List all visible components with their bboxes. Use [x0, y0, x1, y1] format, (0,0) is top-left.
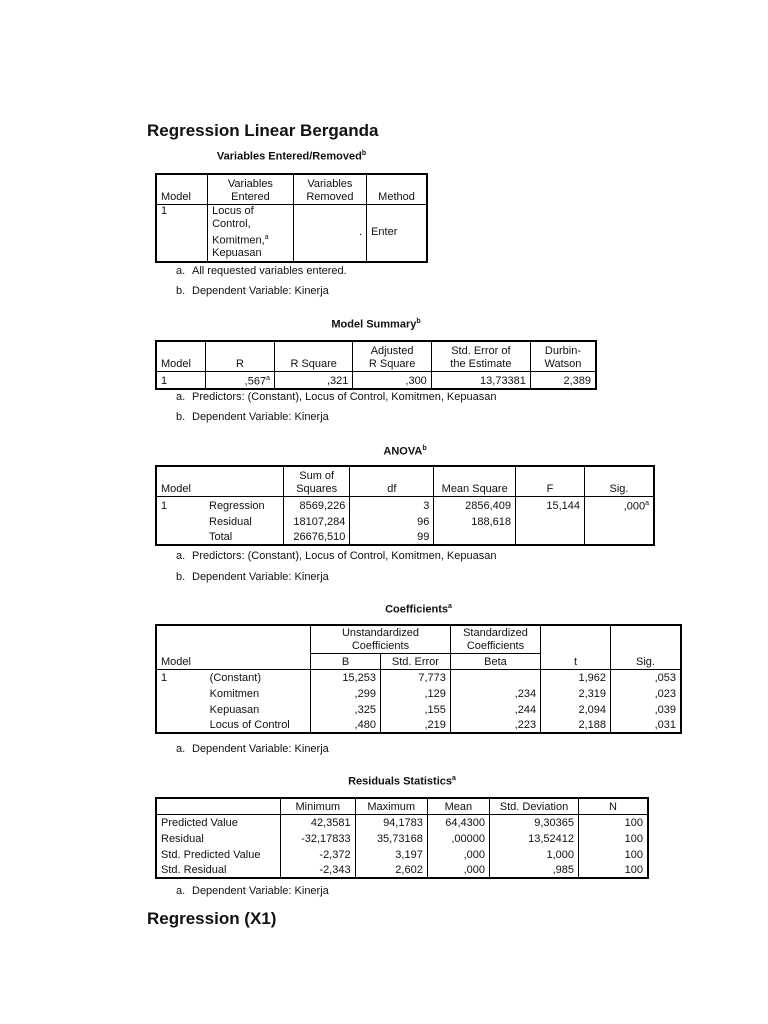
header-sig: Sig.	[585, 466, 655, 496]
cell-maximum: 35,73168	[355, 830, 427, 846]
cell-line: Komitmen,	[212, 234, 265, 247]
header-blank	[206, 653, 311, 669]
cell-f	[516, 513, 585, 529]
header-line: Durbin-	[544, 344, 581, 357]
cell-std-error: ,129	[380, 685, 450, 701]
cell-sig: ,023	[611, 685, 682, 701]
table-row	[156, 529, 654, 545]
cell-model	[156, 717, 206, 733]
header-maximum: Maximum	[355, 798, 427, 814]
caption-text: Variables Entered/Removed	[216, 150, 362, 163]
header-line: Variables	[307, 177, 353, 190]
cell-df: 99	[350, 529, 434, 545]
header-df: df	[350, 466, 434, 496]
header-line: Removed	[306, 190, 354, 203]
cell-n: 100	[579, 830, 649, 846]
header-source	[205, 466, 284, 496]
cell-line: Locus of	[212, 204, 254, 217]
header-mean: Mean	[427, 798, 489, 814]
header-line: Squares	[296, 482, 338, 495]
footnote-marker: a	[266, 374, 270, 382]
cell-variable: Komitmen	[209, 688, 260, 700]
footnote-b	[176, 411, 329, 423]
footnote-b	[176, 571, 329, 583]
cell-n: 100	[579, 846, 649, 862]
table-caption-model-summary	[155, 318, 597, 331]
caption-footnote-marker: a	[452, 775, 456, 782]
footnote-a	[176, 550, 496, 562]
cell-b: ,299	[311, 685, 381, 701]
cell-model	[156, 701, 206, 717]
header-b: B	[311, 653, 381, 669]
cell-variables-entered	[208, 204, 294, 262]
footnote-a	[176, 743, 329, 755]
cell-b: 15,253	[311, 669, 381, 685]
header-model: Model	[156, 341, 206, 371]
footnote-a	[176, 885, 329, 897]
table-caption-residuals	[155, 775, 649, 788]
cell-variable: Locus of Control	[209, 719, 290, 731]
table-row	[156, 701, 681, 717]
footnote-text: All requested variables entered.	[192, 265, 347, 277]
cell-sum-of-squares: 18107,284	[284, 513, 350, 529]
cell-f	[516, 529, 585, 545]
cell-line: Control,	[212, 217, 251, 230]
cell-variable: (Constant)	[209, 672, 262, 684]
footnote-marker: a	[645, 499, 649, 507]
cell-mean: ,000	[427, 846, 489, 862]
cell-line: Kepuasan	[212, 247, 262, 260]
header-minimum: Minimum	[281, 798, 356, 814]
cell-std-deviation: 13,52412	[490, 830, 579, 846]
cell-minimum: -2,343	[281, 862, 356, 878]
cell-beta: ,234	[450, 685, 540, 701]
footnote-letter: b.	[176, 571, 186, 583]
header-line: Sum of	[299, 469, 335, 482]
cell-model	[156, 529, 205, 545]
cell-std-deviation: 9,30365	[490, 814, 579, 830]
cell-t: 2,319	[541, 685, 611, 701]
table-row	[156, 669, 681, 685]
footnote-a	[176, 265, 347, 277]
table-caption-anova	[155, 445, 655, 458]
cell-sig: ,053	[611, 669, 682, 685]
table-row	[156, 846, 648, 862]
cell-source: Residual	[209, 516, 252, 529]
cell-model: 1	[161, 375, 168, 388]
cell-maximum: 94,1783	[355, 814, 427, 830]
header-unstandardized	[311, 625, 451, 653]
cell-t: 1,962	[541, 669, 611, 685]
footnote-text: Dependent Variable: Kinerja	[192, 285, 329, 297]
header-line: R Square	[368, 357, 416, 370]
header-line: the Estimate	[450, 357, 512, 370]
caption-text: Residuals Statistics	[348, 775, 453, 788]
footnote-marker: a	[264, 233, 269, 241]
section-title: Regression (X1)	[147, 909, 277, 928]
cell-sig: ,031	[611, 717, 682, 733]
caption-footnote-marker: a	[448, 603, 452, 610]
footnote-text: Predictors: (Constant), Locus of Control, Komitmen, Kepuasan	[192, 550, 497, 562]
table-caption-variables	[155, 150, 428, 163]
cell-std-error: 13,73381	[431, 371, 530, 389]
cell-r	[206, 371, 275, 389]
cell-std-error: ,219	[380, 717, 450, 733]
cell-source: Regression	[209, 500, 265, 513]
header-mean-square: Mean Square	[434, 466, 516, 496]
cell-mean-square: 188,618	[434, 513, 516, 529]
header-f: F	[516, 466, 585, 496]
cell-n: 100	[579, 862, 649, 878]
header-line: Coefficients	[466, 639, 525, 652]
cell-maximum: 3,197	[355, 846, 427, 862]
cell-mean: ,000	[427, 862, 489, 878]
cell-sig	[585, 513, 655, 529]
table-row	[156, 496, 654, 513]
cell-beta	[450, 669, 540, 685]
cell-mean-square	[434, 529, 516, 545]
cell-b: ,325	[311, 701, 381, 717]
header-blank	[156, 625, 206, 653]
cell-mean: 64,4300	[427, 814, 489, 830]
header-blank	[541, 625, 611, 653]
cell-std-deviation: ,985	[490, 862, 579, 878]
footnote-letter: a.	[176, 550, 186, 562]
header-method: Method	[367, 174, 427, 204]
cell-std-error: 7,773	[380, 669, 450, 685]
header-line: Unstandardized	[341, 626, 419, 639]
header-variables-removed	[293, 174, 366, 204]
footnote-letter: a.	[176, 265, 186, 277]
cell-value: ,000	[623, 500, 646, 513]
cell-model: 1	[161, 672, 168, 684]
cell-minimum: -32,17833	[281, 830, 356, 846]
cell-adjusted-r-square: ,300	[353, 371, 431, 389]
cell-model	[156, 685, 206, 701]
cell-statistic: Std. Predicted Value	[161, 849, 261, 861]
table-row	[156, 862, 648, 878]
cell-r-square: ,321	[275, 371, 353, 389]
cell-b: ,480	[311, 717, 381, 733]
cell-value: ,567	[244, 375, 267, 388]
header-r: R	[206, 341, 275, 371]
cell-statistic: Residual	[161, 833, 204, 845]
cell-minimum: -2,372	[281, 846, 356, 862]
table-row	[156, 717, 681, 733]
cell-minimum: 42,3581	[281, 814, 356, 830]
caption-footnote-marker: b	[416, 318, 421, 325]
cell-df: 3	[350, 496, 434, 513]
anova-table	[155, 465, 655, 546]
table-row	[156, 830, 648, 846]
header-line: Variables	[227, 177, 273, 190]
header-blank	[156, 798, 281, 814]
cell-mean: ,00000	[427, 830, 489, 846]
caption-text: ANOVA	[383, 445, 423, 458]
header-line: Entered	[231, 190, 270, 203]
header-line: Adjusted	[370, 344, 414, 357]
caption-footnote-marker: b	[422, 445, 427, 452]
cell-std-error: ,155	[380, 701, 450, 717]
header-line: Std. Error of	[451, 344, 511, 357]
footnote-letter: a.	[176, 391, 186, 403]
header-adjusted-r-square	[353, 341, 431, 371]
header-t: t	[541, 653, 611, 669]
header-durbin-watson	[530, 341, 596, 371]
header-blank	[611, 625, 682, 653]
header-model: Model	[156, 653, 206, 669]
cell-variable: Kepuasan	[209, 704, 260, 716]
footnote-letter: b.	[176, 285, 186, 297]
variables-entered-table	[155, 173, 428, 263]
footnote-text: Predictors: (Constant), Locus of Control, Komitmen, Kepuasan	[192, 391, 497, 403]
cell-t: 2,094	[541, 701, 611, 717]
header-line: Watson	[544, 357, 582, 370]
header-std-deviation: Std. Deviation	[490, 798, 579, 814]
cell-sum-of-squares: 26676,510	[284, 529, 350, 545]
cell-statistic: Predicted Value	[161, 817, 238, 829]
header-std-error: Std. Error	[380, 653, 450, 669]
footnote-letter: a.	[176, 885, 186, 897]
table-row	[156, 371, 596, 389]
footnote-b	[176, 285, 329, 297]
cell-model	[156, 513, 205, 529]
cell-model: 1	[161, 500, 168, 513]
footnote-text: Dependent Variable: Kinerja	[192, 743, 329, 755]
cell-model: 1	[161, 204, 168, 217]
cell-beta: ,244	[450, 701, 540, 717]
header-n: N	[579, 798, 649, 814]
cell-maximum: 2,602	[355, 862, 427, 878]
cell-sig	[585, 496, 655, 513]
header-sig: Sig.	[611, 653, 682, 669]
header-beta: Beta	[450, 653, 540, 669]
cell-f: 15,144	[516, 496, 585, 513]
cell-df: 96	[350, 513, 434, 529]
residuals-statistics-table	[155, 797, 649, 879]
cell-mean-square: 2856,409	[434, 496, 516, 513]
cell-t: 2,188	[541, 717, 611, 733]
cell-method: Enter	[367, 204, 427, 262]
cell-sum-of-squares: 8569,226	[284, 496, 350, 513]
footnote-letter: b.	[176, 411, 186, 423]
footnote-text: Dependent Variable: Kinerja	[192, 885, 329, 897]
cell-statistic: Std. Residual	[161, 864, 227, 876]
caption-text: Coefficients	[385, 603, 449, 616]
page-title: Regression Linear Berganda	[147, 121, 379, 140]
header-model: Model	[156, 174, 208, 204]
cell-std-deviation: 1,000	[490, 846, 579, 862]
footnote-text: Dependent Variable: Kinerja	[192, 571, 329, 583]
header-sum-of-squares	[284, 466, 350, 496]
caption-footnote-marker: b	[361, 150, 367, 157]
footnote-letter: a.	[176, 743, 186, 755]
coefficients-table	[155, 624, 682, 734]
cell-n: 100	[579, 814, 649, 830]
header-line: Coefficients	[351, 639, 410, 652]
cell-beta: ,223	[450, 717, 540, 733]
header-line: Standardized	[463, 626, 528, 639]
cell-variables-removed: .	[293, 204, 366, 262]
footnote-text: Dependent Variable: Kinerja	[192, 411, 329, 423]
header-model: Model	[156, 466, 205, 496]
table-row	[156, 814, 648, 830]
table-caption-coefficients	[155, 603, 682, 616]
footnote-a	[176, 391, 496, 403]
table-row	[156, 685, 681, 701]
header-standardized	[450, 625, 540, 653]
header-r-square: R Square	[275, 341, 353, 371]
caption-text: Model Summary	[331, 318, 417, 331]
table-row	[156, 513, 654, 529]
cell-sig: ,039	[611, 701, 682, 717]
header-std-error	[431, 341, 530, 371]
cell-sig	[585, 529, 655, 545]
model-summary-table	[155, 340, 597, 390]
header-blank	[206, 625, 311, 653]
table-row	[156, 204, 427, 262]
cell-durbin-watson: 2,389	[530, 371, 596, 389]
cell-source: Total	[209, 531, 233, 544]
header-variables-entered	[208, 174, 294, 204]
